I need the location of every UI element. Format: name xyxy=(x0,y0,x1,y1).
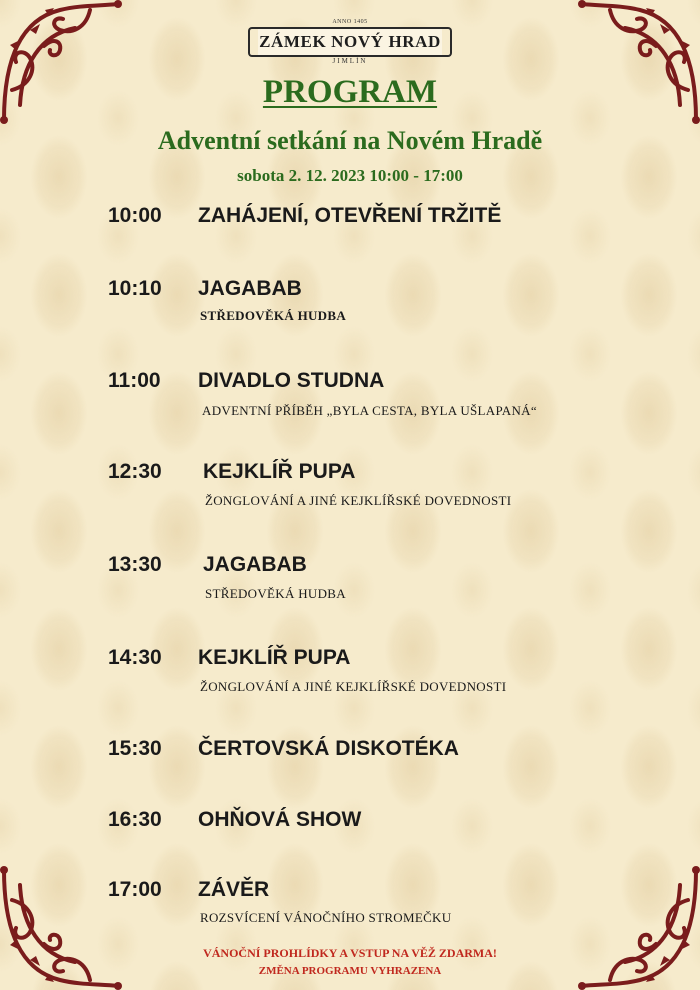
event-date: sobota 2. 12. 2023 10:00 - 17:00 xyxy=(237,166,463,185)
program-item-subtitle: ŽONGLOVÁNÍ A JINÉ KEJKLÍŘSKÉ DOVEDNOSTI xyxy=(200,679,507,694)
program-item-time: 17:00 xyxy=(108,878,162,901)
logo-name-text: ZÁMEK NOVÝ HRAD xyxy=(258,27,442,57)
program-item-title: JAGABAB xyxy=(198,277,302,300)
program-item-time: 10:00 xyxy=(108,204,162,227)
logo-anno-text: ANNO 1405 xyxy=(332,19,368,25)
program-item-subtitle: STŘEDOVĚKÁ HUDBA xyxy=(205,586,346,601)
free-tours-note: VÁNOČNÍ PROHLÍDKY A VSTUP NA VĚŽ ZDARMA! xyxy=(203,946,497,960)
castle-logo xyxy=(250,18,450,68)
program-item-title: KEJKLÍŘ PUPA xyxy=(203,460,356,483)
program-item-time: 16:30 xyxy=(108,808,162,831)
program-item-subtitle: ŽONGLOVÁNÍ A JINÉ KEJKLÍŘSKÉ DOVEDNOSTI xyxy=(205,493,512,508)
program-change-note: ZMĚNA PROGRAMU VYHRAZENA xyxy=(258,965,442,977)
program-item-title: ZAHÁJENÍ, OTEVŘENÍ TRŽITĚ xyxy=(198,204,502,227)
page-title: PROGRAM xyxy=(262,74,438,110)
program-item-time: 12:30 xyxy=(108,460,162,483)
program-item-subtitle: ADVENTNÍ PŘÍBĚH „BYLA CESTA, BYLA UŠLAPANÁ“ xyxy=(202,403,537,418)
program-item-title: ZÁVĚR xyxy=(198,878,270,901)
event-subtitle: Adventní setkání na Novém Hradě xyxy=(157,126,543,155)
program-item-subtitle: STŘEDOVĚKÁ HUDBA xyxy=(200,308,347,323)
logo-town-text: JIMLÍN xyxy=(332,57,368,65)
program-item-time: 15:30 xyxy=(108,737,162,760)
program-item-title: ČERTOVSKÁ DISKOTÉKA xyxy=(198,737,459,760)
program-item-time: 13:30 xyxy=(108,553,162,576)
program-item-time: 10:10 xyxy=(108,277,162,300)
program-item-title: JAGABAB xyxy=(203,553,307,576)
program-item-time: 14:30 xyxy=(108,646,162,669)
program-item-title: KEJKLÍŘ PUPA xyxy=(198,646,351,669)
program-item-title: DIVADLO STUDNA xyxy=(198,369,385,392)
program-item-title: OHŇOVÁ SHOW xyxy=(198,808,362,831)
program-item-time: 11:00 xyxy=(108,369,161,392)
program-item-subtitle: ROZSVÍCENÍ VÁNOČNÍHO STROMEČKU xyxy=(200,910,452,925)
